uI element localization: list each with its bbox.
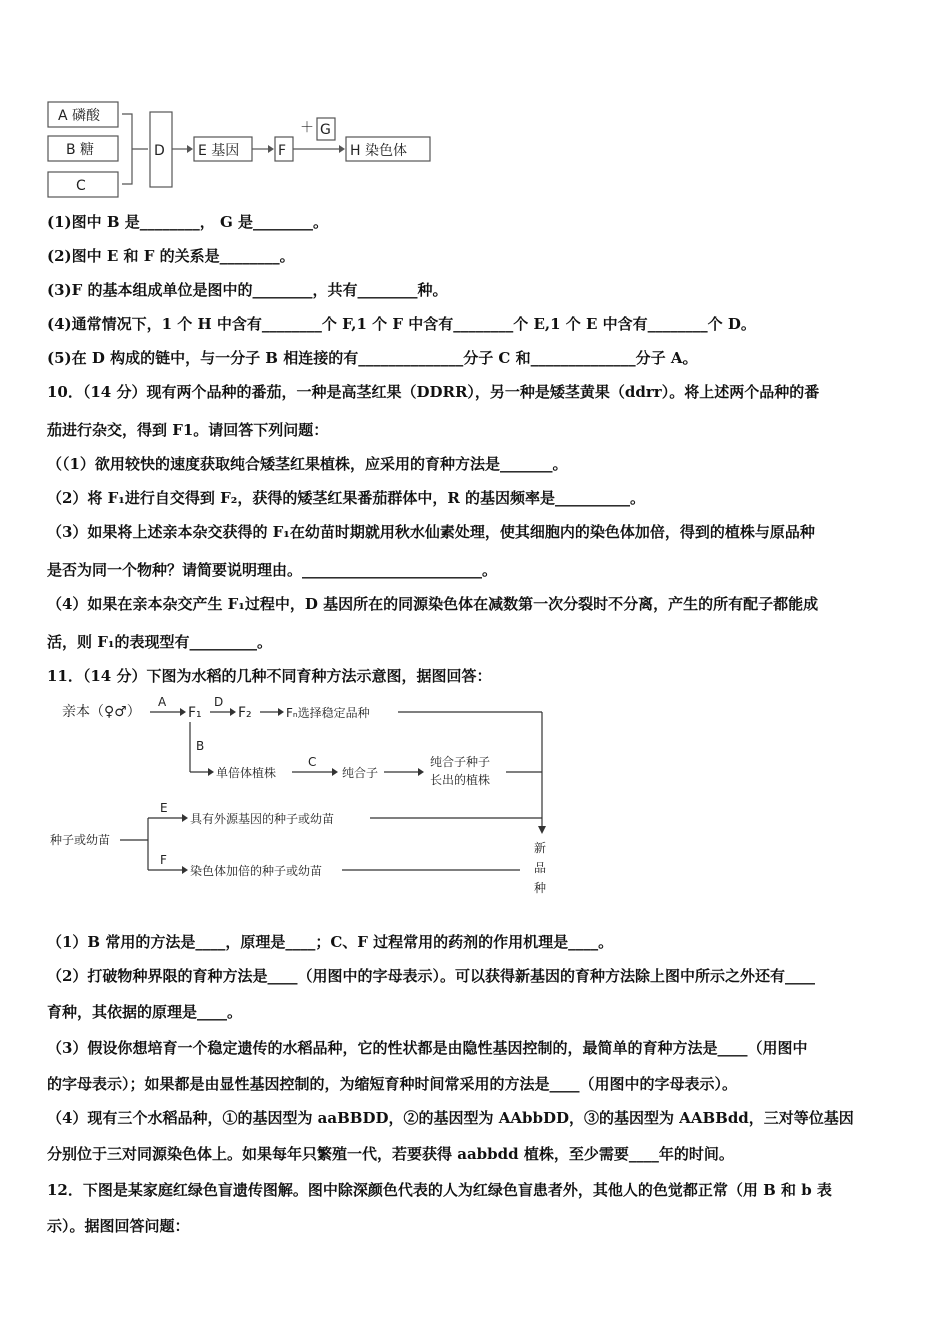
seed-plant-label-1: 纯合子种子: [430, 755, 491, 769]
q12-line-1: 12．下图是某家庭红绿色盲遗传图解。图中除深颜色代表的人为红绿色盲患者外，其他人的色觉都正常（用 B 和 b 表: [47, 1181, 832, 1199]
q10-line-5: （3）如果将上述亲本杂交获得的 F₁在幼苗时期就用秋水仙素处理，使其细胞内的染色体加倍，得到的植株与原品种: [47, 523, 815, 541]
new-variety-3: 种: [534, 881, 547, 895]
box-d-label: D: [154, 143, 165, 159]
q11-line-7: （4）现有三个水稻品种，①的基因型为 aaBBDD，②的基因型为 AAbbDD，③的基因型为 AABBdd，三对等位基因: [47, 1109, 854, 1127]
homozygote-label: 纯合子: [342, 766, 379, 780]
q11-line-1: 11．（14 分）下图为水稻的几种不同育种方法示意图，据图回答：: [47, 667, 492, 685]
box-h-label: H 染色体: [350, 143, 407, 159]
q11-line-2: （1）B 常用的方法是____，原理是____；C、F 过程常用的药剂的作用机理是____。: [47, 933, 614, 951]
haploid-label: 单倍体植株: [216, 766, 277, 780]
new-variety-1: 新: [534, 841, 547, 855]
f1-label: F₁: [188, 705, 202, 721]
q9-line-3: (3)F 的基本组成单位是图中的________，共有________种。: [47, 281, 448, 299]
q10-line-2: 茄进行杂交，得到 F1。请回答下列问题：: [47, 421, 329, 439]
f2-label: F₂: [238, 705, 252, 721]
structure-diagram: [44, 98, 434, 200]
arrow-a-label: A: [158, 695, 167, 709]
q10-line-6: 是否为同一个物种？请简要说明理由。________________________。: [47, 561, 498, 579]
arrow-d-label: D: [214, 695, 224, 709]
box-b-label: B 糖: [66, 142, 95, 158]
q10-line-1: 10．（14 分）现有两个品种的番茄，一种是高茎红果（DDRR），另一种是矮茎黄果（ddrr）。将上述两个品种的番: [47, 383, 820, 401]
q11-line-8: 分别位于三对同源染色体上。如果每年只繁殖一代，若要获得 aabbdd 植株，至少需要____年的时间。: [47, 1145, 734, 1163]
q11-line-6: 的字母表示）；如果都是由显性基因控制的，为缩短育种时间常采用的方法是____（用图中的字母表示）。: [47, 1075, 738, 1093]
q9-line-1: (1)图中 B 是________， G 是________。: [47, 213, 329, 231]
doubled-label: 染色体加倍的种子或幼苗: [190, 864, 323, 878]
breeding-diagram: [44, 692, 564, 906]
box-c-label: C: [76, 178, 86, 194]
box-g-label: G: [320, 122, 331, 138]
new-variety-2: 品: [534, 861, 547, 875]
plus-sign: ＋: [300, 120, 314, 136]
q11-line-4: 育种，其依据的原理是____。: [47, 1003, 243, 1021]
box-f-label: F: [278, 143, 287, 159]
q11-line-3: （2）打破物种界限的育种方法是____（用图中的字母表示）。可以获得新基因的育种方法除上图中所示之外还有____: [47, 967, 815, 985]
q9-line-5: (5)在 D 构成的链中，与一分子 B 相连接的有______________分子 C 和______________分子 A。: [47, 349, 698, 367]
q12-line-2: 示）。据图回答问题：: [47, 1217, 190, 1235]
arrow-c-label: C: [308, 755, 317, 769]
box-e-label: E 基因: [198, 143, 240, 159]
seed-label: 种子或幼苗: [50, 833, 111, 847]
q9-line-4: (4)通常情况下，1 个 H 中含有________个 F,1 个 F 中含有________个 E,1 个 E 中含有________个 D。: [47, 315, 756, 333]
brace: [122, 114, 148, 184]
q10-line-8: 活，则 F₁的表现型有_________。: [47, 633, 272, 651]
seed-plant-label-2: 长出的植株: [430, 773, 491, 787]
foreign-gene-label: 具有外源基因的种子或幼苗: [190, 812, 335, 826]
arrow-f-label: F: [160, 853, 167, 867]
q10-line-7: （4）如果在亲本杂交产生 F₁过程中，D 基因所在的同源染色体在减数第一次分裂时不分离，产生的所有配子都能成: [47, 595, 819, 613]
q9-line-2: (2)图中 E 和 F 的关系是________。: [47, 247, 295, 265]
box-a-label: A 磷酸: [58, 108, 101, 124]
arrow-e-label: E: [160, 801, 168, 815]
parent-label: 亲本（♀♂）: [62, 704, 141, 720]
q10-line-3: （（1）欲用较快的速度获取纯合矮茎红果植株，应采用的育种方法是_______。: [47, 455, 568, 473]
q10-line-4: （2）将 F₁进行自交得到 F₂，获得的矮茎红果番茄群体中，R 的基因频率是__________。: [47, 489, 646, 507]
q11-line-5: （3）假设你想培育一个稳定遗传的水稻品种，它的性状都是由隐性基因控制的，最简单的育种方法是____（用图中: [47, 1039, 808, 1057]
arrow-b-label: B: [196, 739, 205, 753]
fn-label: Fₙ选择稳定品种: [286, 706, 370, 720]
